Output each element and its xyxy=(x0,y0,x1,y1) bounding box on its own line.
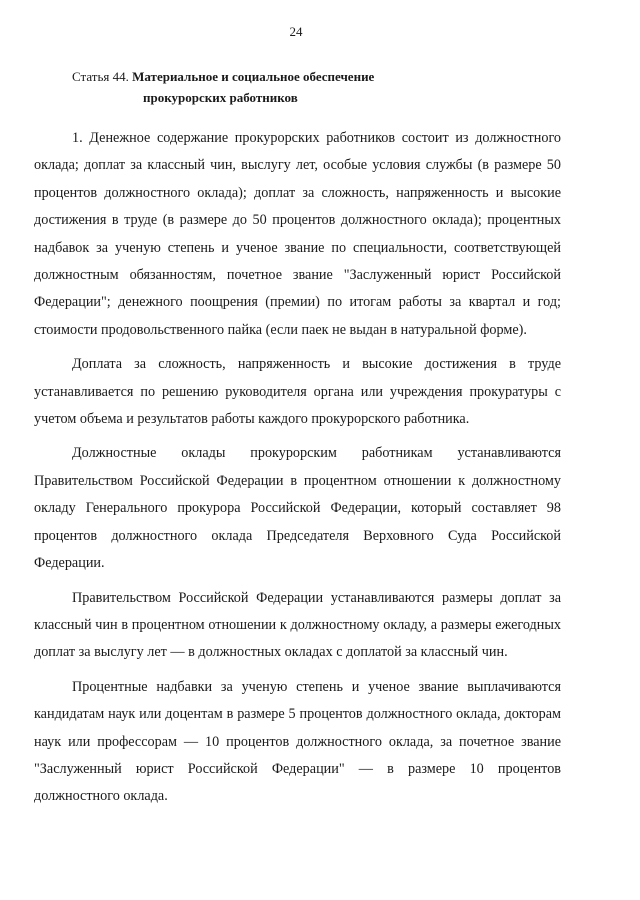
article-body xyxy=(34,125,561,818)
paragraph: Доплата за сложность, напряженность и высокие достижения в труде устанавливается по решению руководителя органа или учреждения прокуратуры с учетом объема и результатов работы каждого прокурорского работника. xyxy=(34,356,561,428)
article-heading xyxy=(72,66,374,108)
article-label: Статья 44. xyxy=(72,69,129,84)
article-title-line2: прокурорских работников xyxy=(143,90,298,105)
page-number: 24 xyxy=(289,24,303,39)
paragraph: Должностные оклады прокурорским работникам устанавливаются Правительством Российской Федерации в процентном отношении к должностному окладу Генерального прокурора Российской Федерации, который составляет 98 процентов должностного оклада Председателя Верховного Суда Российской Федерации. xyxy=(34,445,561,572)
paragraph: Процентные надбавки за ученую степень и ученое звание выплачиваются кандидатам наук или доцентам в размере 5 процентов должностного оклада, докторам наук или профессорам — 10 процентов должностного оклада, за почетное звание "Заслуженный юрист Российской Федерации" — в размере 10 процентов должностного оклада. xyxy=(34,678,561,805)
article-title-line1: Материальное и социальное обеспечение xyxy=(132,69,375,84)
paragraph: 1. Денежное содержание прокурорских работников состоит из должностного оклада; доплат за классный чин, выслугу лет, особые условия службы (в размере 50 процентов должностного оклада); доплат за сложность, напряженность и высокие достижения в труде (в размере до 50 процентов должностного оклада); процентных надбавок за ученую степень и ученое звание по специальности, соответствующей должностным обязанностям, почетное звание "Заслуженный юрист Российской Федерации"; денежного поощрения (премии) по итогам работы за квартал и год; стоимости продовольственного пайка (если паек не выдан в натуральной форме). xyxy=(34,130,561,338)
paragraph: Правительством Российской Федерации устанавливаются размеры доплат за классный чин в процентном отношении к должностному окладу, а размеры ежегодных доплат за выслугу лет — в должностных окладах с доплатой за классный чин. xyxy=(34,589,561,661)
